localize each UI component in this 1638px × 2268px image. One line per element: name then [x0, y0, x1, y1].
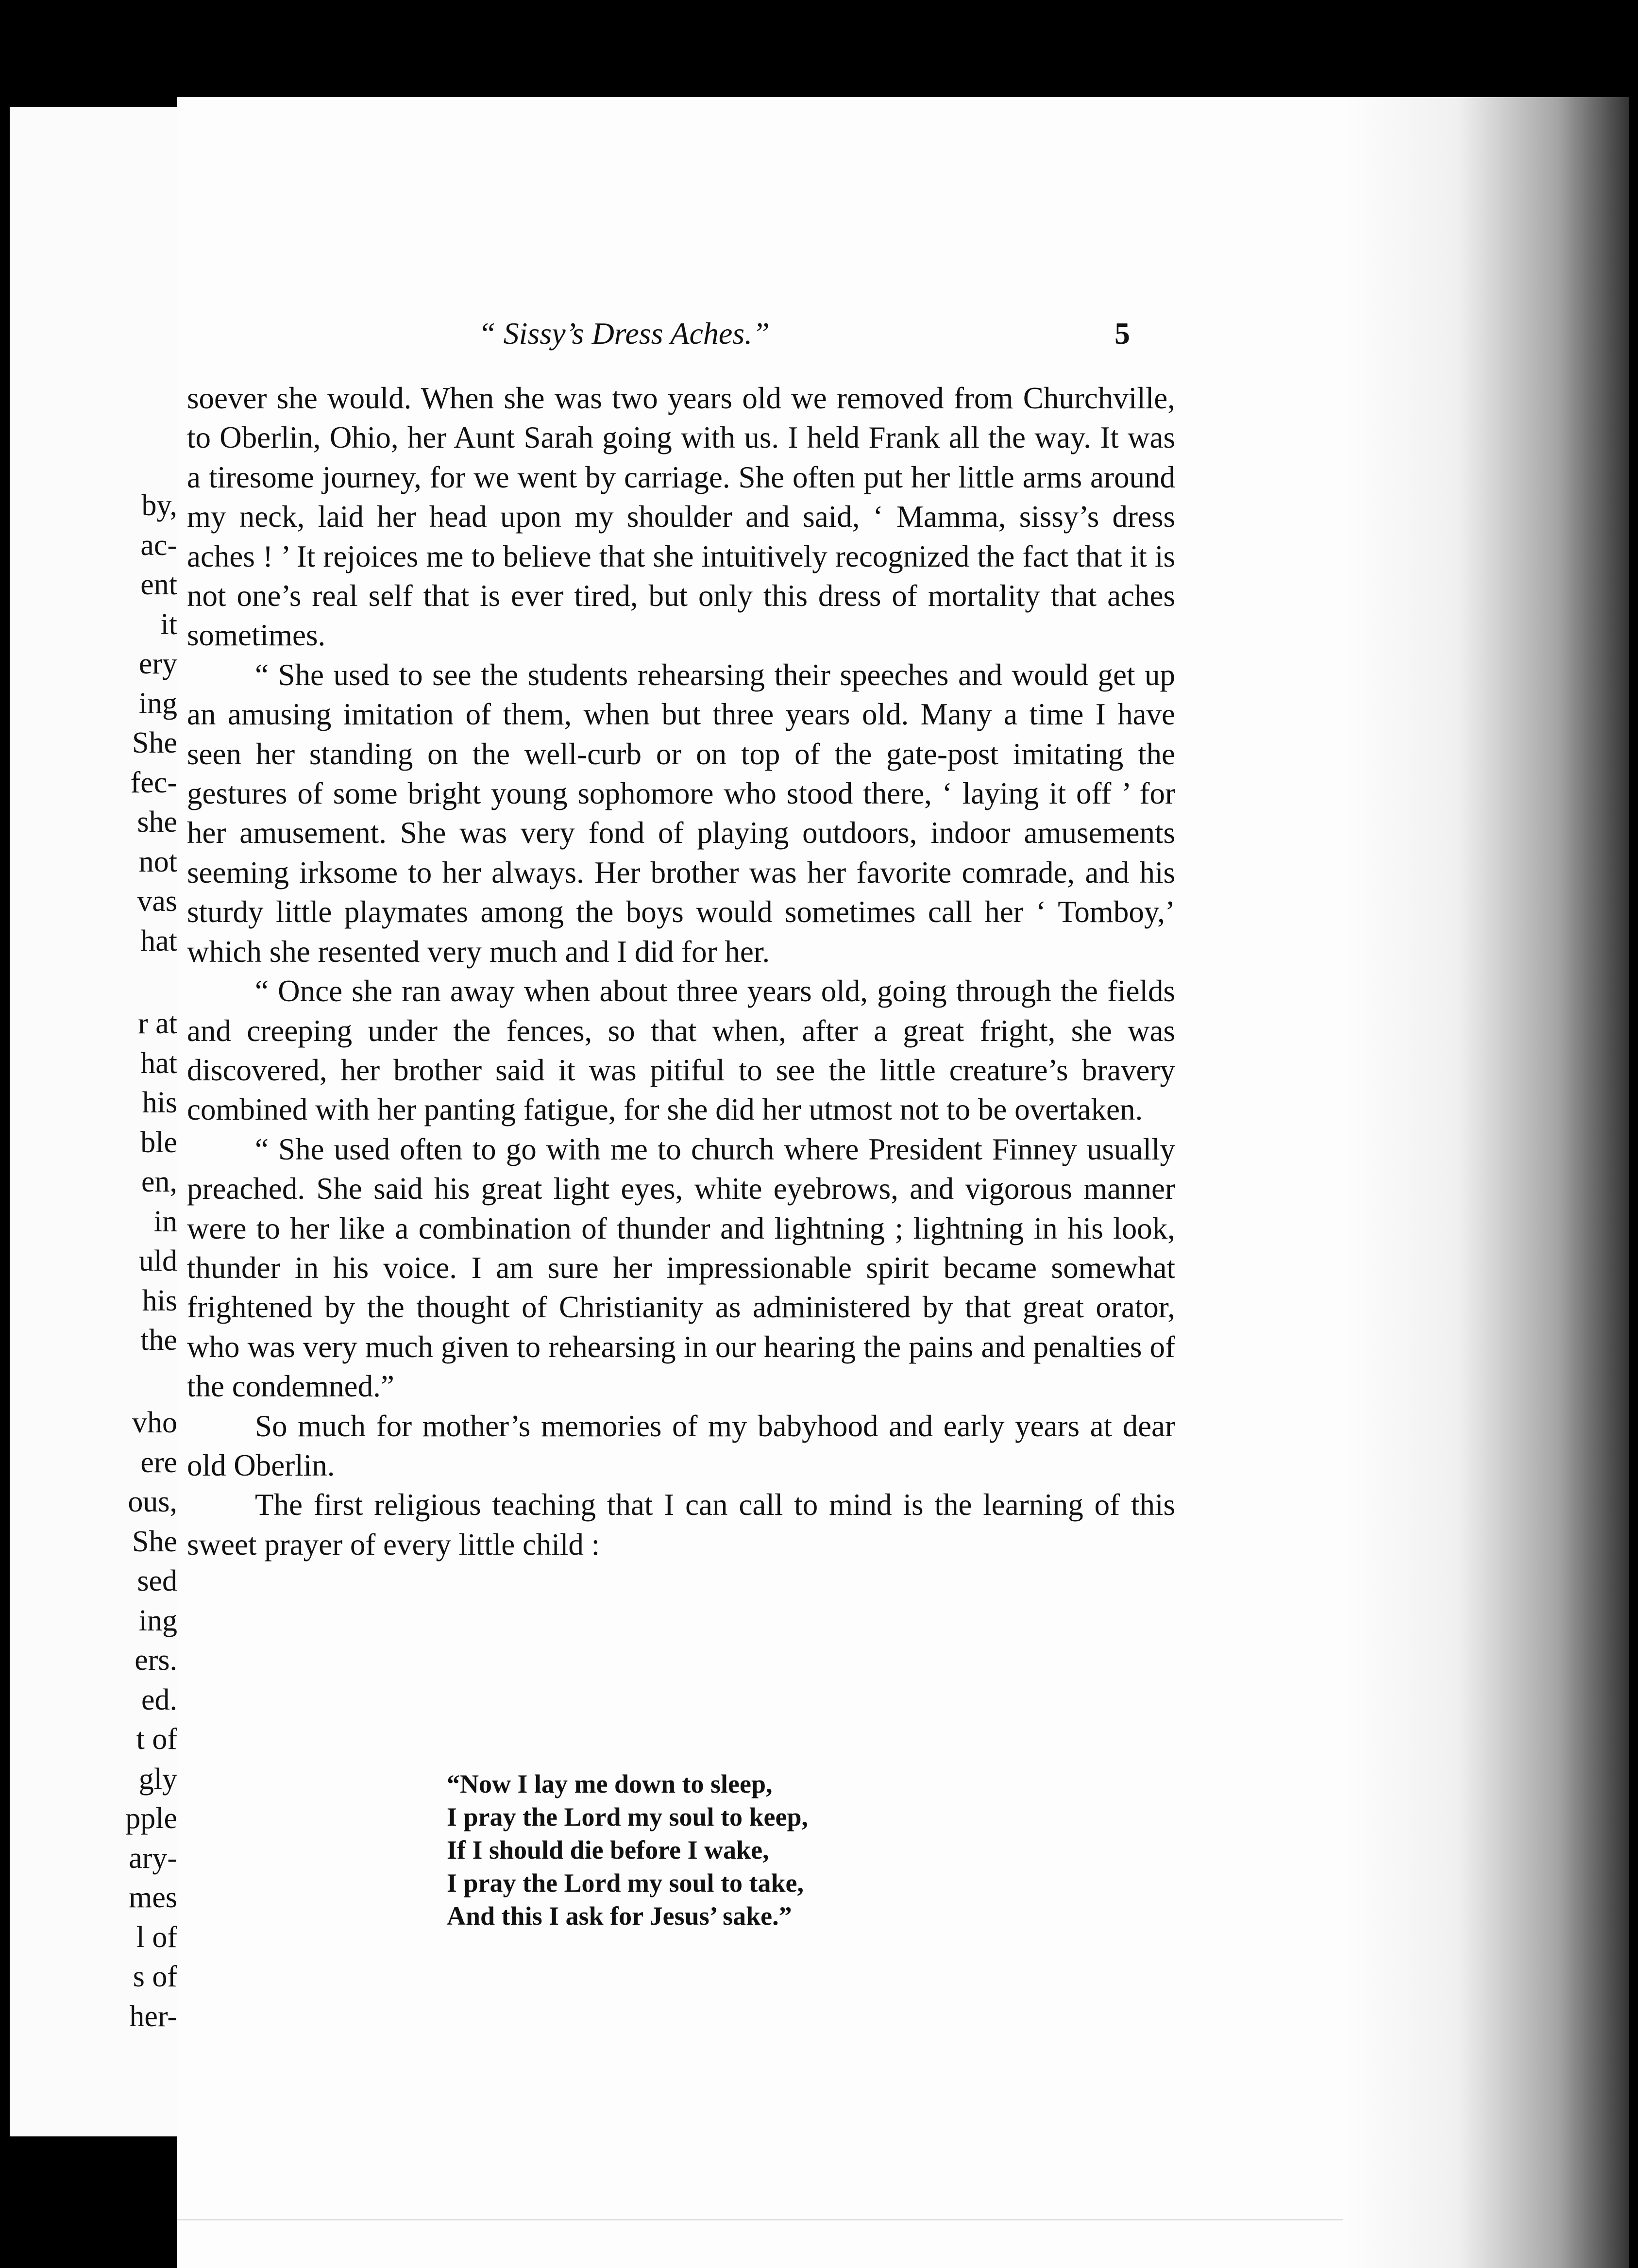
- facing-page-fragment: She: [132, 726, 177, 759]
- facing-page-fragment: the: [140, 1324, 177, 1357]
- facing-page-fragment: not: [138, 845, 177, 878]
- facing-page-fragment: ers.: [135, 1644, 177, 1677]
- facing-page-fragment: fec-: [130, 766, 177, 799]
- facing-page-fragment: ent: [140, 568, 177, 601]
- facing-page-fragment: she: [137, 806, 177, 839]
- book-page: [177, 97, 1629, 2268]
- facing-page-fragment: in: [153, 1205, 177, 1238]
- facing-page-fragment: vas: [137, 885, 177, 918]
- body-text: [187, 379, 1175, 1564]
- facing-page-fragment: her-: [129, 2000, 177, 2033]
- facing-page-fragment: his: [142, 1086, 177, 1119]
- gutter-shadow: [1343, 97, 1629, 2268]
- paragraph: The first religious teaching that I can call to mind is the learning of this sweet prayer of every little child :: [187, 1488, 1175, 1562]
- facing-page-fragment: his: [142, 1284, 177, 1317]
- facing-page-fragment: ing: [138, 687, 177, 720]
- paragraph: soever she would. When she was two years old we removed from Churchville, to Oberlin, Ohio, her Aunt Sarah going with us. I held Frank all the way. It was a tiresome journey, for we went by carriage. She often put her little arms around my neck, laid her head upon my shoulder and said, ‘ Mamma, sissy’s dress aches ! ’ It rejoices me to believe that she intuitively recognized the fact that it is not one’s real self that is ever tired, but only this dress of mortality that aches sometimes.: [187, 381, 1175, 653]
- paragraph: “ She used often to go with me to church where President Finney usually preached. She said his great light eyes, white eyebrows, and vigorous manner were to her like a combination of thunder and lightning ; lightning in his look, thunder in his voice. I am sure her impressionable spirit became somewhat frightened by the thought of Christianity as administered by that great orator, who was very much given to rehearsing in our hearing the pains and penalties of the condemned.”: [187, 1132, 1175, 1404]
- facing-page-fragment: ing: [138, 1604, 177, 1637]
- page-number: 5: [1115, 316, 1130, 351]
- facing-page-fragment: it: [160, 608, 177, 641]
- facing-page-fragment: ble: [140, 1126, 177, 1159]
- running-title: “ Sissy’s Dress Aches.”: [478, 316, 770, 351]
- facing-page-fragment: hat: [140, 1047, 177, 1080]
- facing-page-fragment: hat: [140, 924, 177, 958]
- facing-page-fragment: gly: [138, 1763, 177, 1796]
- facing-page-fragment: mes: [129, 1881, 177, 1914]
- facing-page-fragment: pple: [125, 1802, 177, 1835]
- facing-page-fragment: r at: [138, 1007, 177, 1040]
- facing-page-fragment: t of: [136, 1723, 177, 1756]
- verse-line: “Now I lay me down to sleep,: [447, 1769, 773, 1798]
- facing-page-fragment: ere: [140, 1446, 177, 1479]
- paragraph: So much for mother’s memories of my babyhood and early years at dear old Oberlin.: [187, 1409, 1175, 1482]
- facing-page-fragment: uld: [138, 1244, 177, 1277]
- facing-page-fragment: ed.: [141, 1683, 177, 1716]
- facing-page-fragment: ary-: [129, 1842, 177, 1875]
- facing-page-fragment: She: [132, 1525, 177, 1558]
- facing-page-fragment: s of: [133, 1960, 177, 1993]
- facing-page-fragment: sed: [137, 1564, 177, 1597]
- facing-page-fragment: ac-: [140, 529, 177, 562]
- left-page-edge: [10, 107, 177, 2136]
- facing-page-fragment: ery: [138, 647, 177, 680]
- verse-line: I pray the Lord my soul to take,: [447, 1868, 804, 1898]
- verse-line: If I should die before I wake,: [447, 1835, 769, 1865]
- facing-page-fragment: by,: [141, 489, 177, 522]
- verse-line: And this I ask for Jesus’ sake.”: [447, 1901, 792, 1931]
- prayer-verse: [447, 1767, 981, 1932]
- facing-page-fragment: ous,: [128, 1485, 177, 1518]
- verse-line: I pray the Lord my soul to keep,: [447, 1802, 809, 1831]
- page-smudge: [177, 2219, 1343, 2220]
- running-head: [177, 316, 1173, 364]
- facing-page-fragment: l of: [136, 1921, 177, 1954]
- facing-page-fragment: en,: [141, 1165, 177, 1198]
- paragraph: “ Once she ran away when about three years old, going through the fields and creeping under the fences, so that when, after a great fright, she was discovered, her brother said it was pitiful to see the little creature’s bravery combined with her panting fatigue, for she did her utmost not to be overtaken.: [187, 974, 1175, 1127]
- paragraph: “ She used to see the students rehearsing their speeches and would get up an amusing imitation of them, when but three years old. Many a time I have seen her standing on the well-curb or on top of the gate-post imitating the gestures of some bright young sophomore who stood there, ‘ laying it off ’ for her amusement. She was very fond of playing outdoors, indoor amusements seeming irksome to her always. Her brother was her favorite comrade, and his sturdy little playmates among the boys would sometimes call her ‘ Tomboy,’ which she resented very much and I did for her.: [187, 657, 1175, 969]
- facing-page-fragment: vho: [132, 1406, 177, 1439]
